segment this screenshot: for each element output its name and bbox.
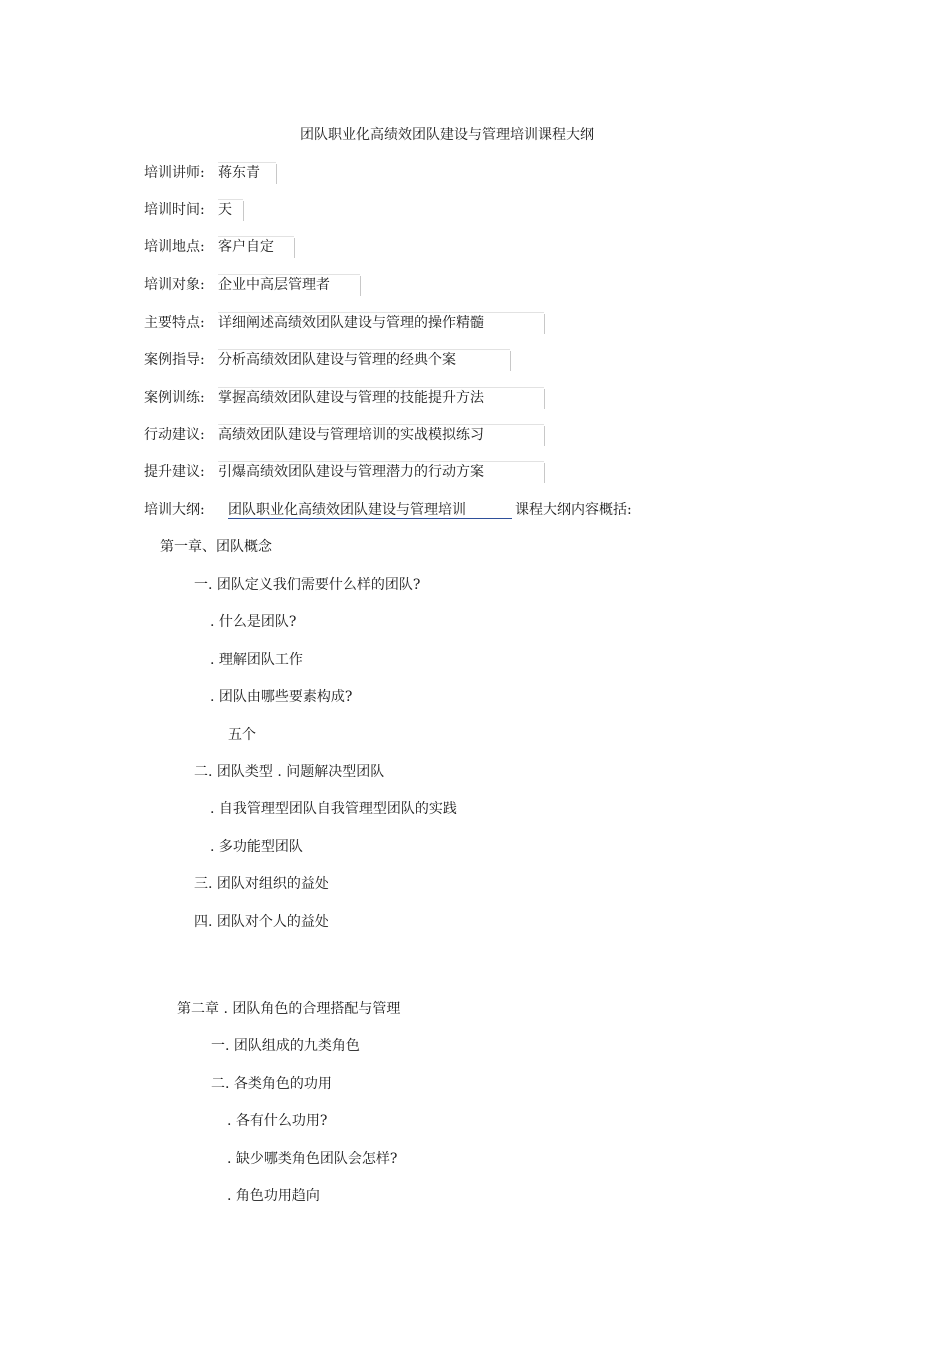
field-border [510,351,511,371]
outline-item: 一. 团队组成的九类角色 [211,1038,360,1054]
outline-item: . 什么是团队? [210,614,297,630]
field-border [544,426,545,446]
field-border [544,314,545,334]
info-label: 案例训练: [144,390,205,406]
outline-item: . 自我管理型团队自我管理型团队的实践 [210,801,457,817]
chapter-heading: 第一章、团队概念 [160,539,272,555]
info-label: 主要特点: [144,315,205,331]
info-label: 培训地点: [144,239,205,255]
outline-item: . 团队由哪些要素构成? [210,689,353,705]
info-label: 案例指导: [144,352,205,368]
info-label: 行动建议: [144,427,205,443]
outline-item: . 理解团队工作 [210,652,303,668]
field-border [544,463,545,483]
info-label: 培训讲师: [144,165,205,181]
info-value: 引爆高绩效团队建设与管理潜力的行动方案 [218,464,484,480]
outline-item: 四. 团队对个人的益处 [194,914,329,930]
outline-label: 培训大纲: [144,502,205,518]
info-value: 企业中高层管理者 [218,277,330,293]
field-border [294,238,295,258]
info-value: 蒋东青 [218,165,260,181]
info-value: 客户自定 [218,239,274,255]
info-label: 培训时间: [144,202,205,218]
info-value: 掌握高绩效团队建设与管理的技能提升方法 [218,390,484,406]
field-border [276,164,277,184]
outline-item: 三. 团队对组织的益处 [194,876,329,892]
outline-link[interactable]: 团队职业化高绩效团队建设与管理培训 [228,502,466,518]
outline-item: 二. 各类角色的功用 [211,1076,332,1092]
outline-item: 五个 [228,727,256,743]
outline-item: . 各有什么功用? [227,1113,328,1129]
outline-item: 一. 团队定义我们需要什么样的团队? [194,577,421,593]
field-border [360,276,361,296]
info-value: 天 [218,202,232,218]
field-border [544,389,545,409]
outline-item: . 缺少哪类角色团队会怎样? [227,1151,398,1167]
field-border [243,201,244,221]
info-label: 培训对象: [144,277,205,293]
outline-suffix: 课程大纲内容概括: [515,502,632,518]
info-value: 分析高绩效团队建设与管理的经典个案 [218,352,456,368]
outline-item: . 角色功用趋向 [227,1188,320,1204]
outline-item: 二. 团队类型 . 问题解决型团队 [194,764,385,780]
document-title: 团队职业化高绩效团队建设与管理培训课程大纲 [300,127,594,143]
info-value: 高绩效团队建设与管理培训的实战模拟练习 [218,427,484,443]
link-underline [228,518,512,519]
outline-item: . 多功能型团队 [210,839,303,855]
info-value: 详细阐述高绩效团队建设与管理的操作精髓 [218,315,484,331]
chapter-heading: 第二章 . 团队角色的合理搭配与管理 [177,1001,401,1017]
info-label: 提升建议: [144,464,205,480]
